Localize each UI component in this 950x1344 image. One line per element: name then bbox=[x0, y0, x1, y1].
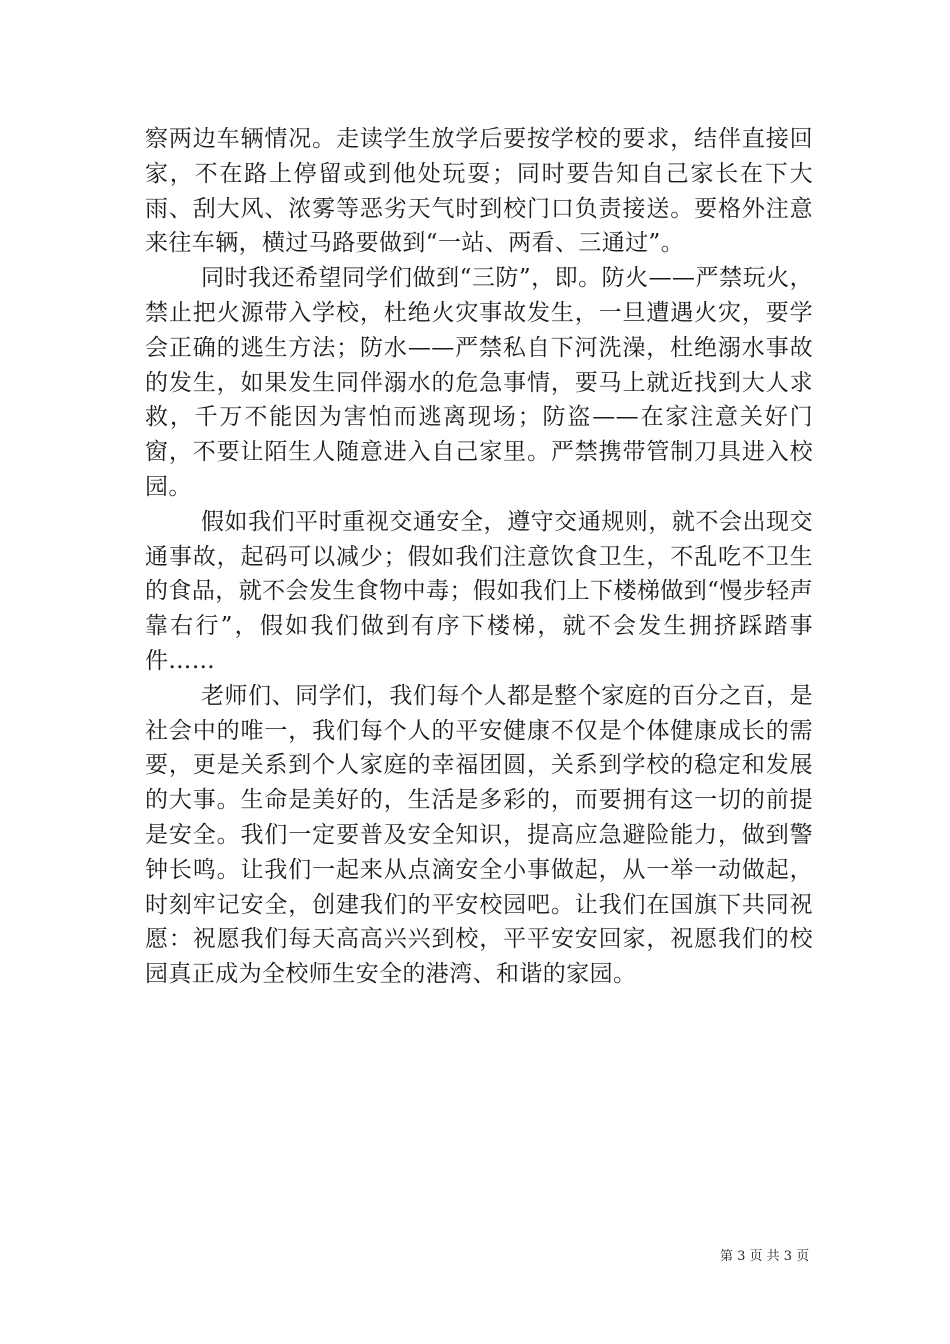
paragraph-continued: 察两边车辆情况。走读学生放学后要按学校的要求，结伴直接回家，不在路上停留或到他处玩耍；同时要告知自己家长在下大雨、刮大风、浓雾等恶劣天气时到校门口负责接送。要格外注意来往车辆，横过马路要做到“一站、两看、三通过”。 bbox=[145, 126, 813, 257]
page-number-footer: 第 3 页 共 3 页 bbox=[720, 1249, 810, 1264]
paragraph-if-statements: 假如我们平时重视交通安全，遵守交通规则，就不会出现交通事故，起码可以减少；假如我们注意饮食卫生，不乱吃不卫生的食品，就不会发生食物中毒；假如我们上下楼梯做到“慢步轻声靠右行”，假如我们做到有序下楼梯，就不会发生拥挤踩踏事件…… bbox=[145, 508, 813, 674]
document-body bbox=[145, 122, 813, 992]
paragraph-three-precautions: 同时我还希望同学们做到“三防”，即。防火——严禁玩火，禁止把火源带入学校，杜绝火灾事故发生，一旦遭遇火灾，要学会正确的逃生方法；防水——严禁私自下河洗澡，杜绝溺水事故的发生，如果发生同伴溺水的危急事情，要马上就近找到大人求救，千万不能因为害怕而逃离现场；防盗——在家注意关好门窗，不要让陌生人随意进入自己家里。严禁携带管制刀具进入校园。 bbox=[145, 265, 813, 500]
paragraph-closing: 老师们、同学们，我们每个人都是整个家庭的百分之百，是社会中的唯一，我们每个人的平安健康不仅是个体健康成长的需要，更是关系到个人家庭的幸福团圆，关系到学校的稳定和发展的大事。生命是美好的，生活是多彩的，而要拥有这一切的前提是安全。我们一定要普及安全知识，提高应急避险能力，做到警钟长鸣。让我们一起来从点滴安全小事做起，从一举一动做起，时刻牢记安全，创建我们的平安校园吧。让我们在国旗下共同祝愿：祝愿我们每天高高兴兴到校，平平安安回家，祝愿我们的校园真正成为全校师生安全的港湾、和谐的家园。 bbox=[145, 682, 813, 988]
